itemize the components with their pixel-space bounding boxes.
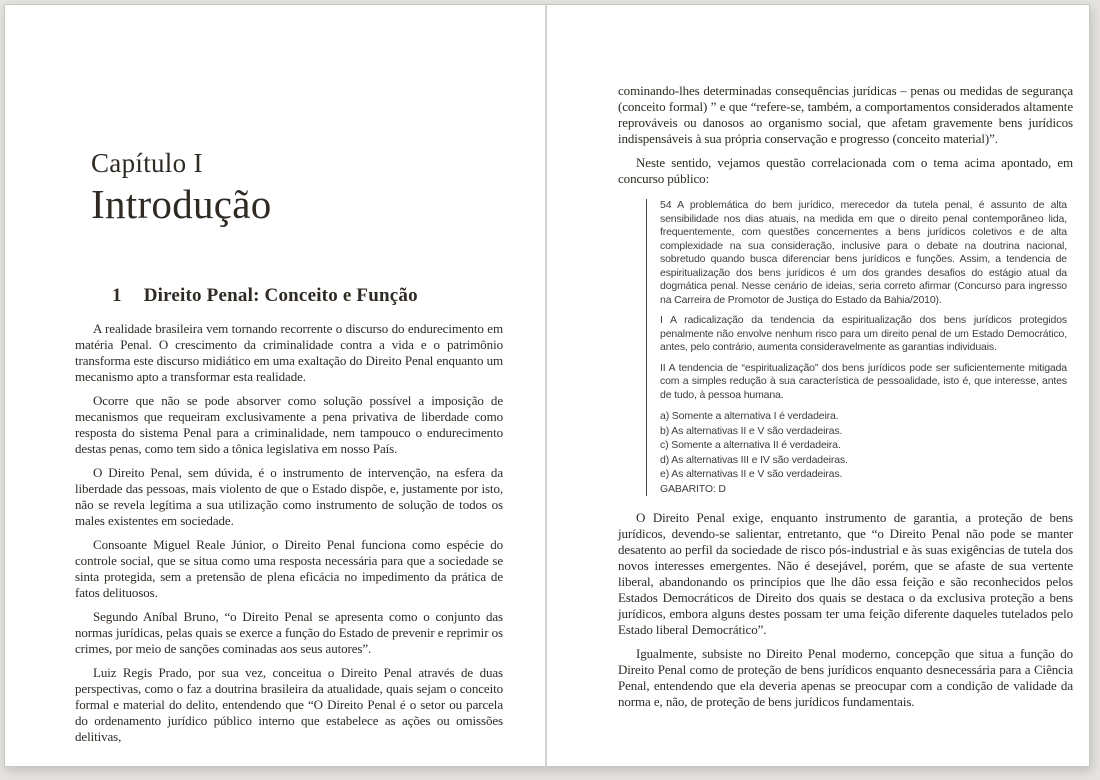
paragraph: Segundo Aníbal Bruno, “o Direito Penal se apresenta como o conjunto das normas jurídicas, pelas quais se exerce a função do Estado de prevenir e reprimir os crimes, por meio de sanções cominadas aos seus autores”. [75,609,503,656]
exam-option-c: c) Somente a alternativa II é verdadeira. [660,439,841,451]
page-left [5,5,545,766]
exam-option-e: e) As alternativas II e V são verdadeiras. [660,468,843,480]
paragraph: Luiz Regis Prado, por sua vez, conceitua o Direito Penal através de duas perspectivas, como o faz a doutrina brasileira da atualidade, quais sejam o conceito formal e material do delito, entendendo que “O Direito Penal é o setor ou parcela do ordenamento jurídico público interno que estabelece as ações ou omissões delitivas, [75,665,503,744]
exam-statement-2: II A tendencia de “espiritualização” dos bens jurídicos pode ser suficientemente mitigada com a simples redução à sua característica de pessoalidade, isto é, que interesse, antes de tudo, à pessoa humana. [660,361,1067,401]
section-title: Direito Penal: Conceito e Função [143,285,418,306]
paragraph: A realidade brasileira vem tornando recorrente o discurso do endurecimento em matéria Penal. O crescimento da criminalidade contra a vida e o patrimônio transforma este discurso midiático em uma exaltação do Direito Penal enquanto um mecanismo apto a transformar esta realidade. [75,321,503,384]
chapter-opener [91,5,503,227]
paragraph: Consoante Miguel Reale Júnior, o Direito Penal funciona como espécie do controle social, que se situa como uma resposta necessária para que a sociedade se sinta protegida, sem a pretensão de plena eficácia no impedimento da prática de fatos delituosos. [75,537,503,600]
exam-question-block [646,199,1067,496]
paragraph: Ocorre que não se pode absorver como solução possível a imposição de mecanismos que requeiram exclusivamente a pena privativa de liberdade como resposta do sistema Penal para a criminalidade, nem tampouco o endurecimento destas penas, como tem sido a tônica legislativa em nosso País. [75,393,503,456]
page-right [547,5,1089,766]
paragraph-continuation: cominando-lhes determinadas consequências jurídicas – penas ou medidas de segurança (conceito formal) ” e que “refere-se, também, a comportamentos considerados altamente reprováveis ou danosos ao organismo social, que afetam gravemente bens jurídicos indispensáveis à sua própria conservação e progresso (conceito material)”. [618,83,1073,146]
exam-answer-key: GABARITO: D [660,482,726,495]
book-spread [4,4,1090,767]
section-number: 1 [112,285,122,306]
chapter-title: Introdução [91,181,272,227]
paragraph: Neste sentido, vejamos questão correlacionada com o tema acima apontado, em concurso público: [618,155,1073,186]
chapter-number: Capítulo I [91,148,203,178]
paragraph: O Direito Penal, sem dúvida, é o instrumento de intervenção, na esfera da liberdade das pessoas, mais violento de que o Estado dispõe, e, justamente por isto, não se revela legítima a sua utilização como instrumento de solução de todos os males existentes em sociedade. [75,465,503,528]
section-heading [112,285,503,307]
exam-statement-1: I A radicalização da tendencia da espiritualização dos bens jurídicos protegidos penalmente não envolve nenhum risco para um direito penal de um Estado Democrático, antes, pelo contrário, aumenta consideravelmente as garantias individuais. [660,314,1067,353]
paragraph: O Direito Penal exige, enquanto instrumento de garantia, a proteção de bens jurídicos, devendo-se salientar, entretanto, que “o Direito Penal não pode se manter desatento ao perfil da sociedade de risco pós-industrial e às suas exigências de tutela dos novos interesses emergentes. Não é desejável, porém, que se afaste de sua vertente liberal, abandonando os princípios que lhe dão essa feição e são reconhecidos pelos Estados Democráticos de Direito dos quais se destaca o da exclusiva proteção a bens jurídicos, embora alguns destes possam ter uma feição diferente daqueles tutelados pelo Estado liberal Democrático”. [618,510,1073,637]
exam-options [660,409,1067,496]
exam-question: 54 A problemática do bem jurídico, merecedor da tutela penal, é assunto de alta sensibilidade nos dias atuais, na medida em que o direito penal contemporâneo lida, frequentemente, com questões concernentes a bens jurídicos coletivos e de alta complexidade na sua consideração, inclusive para o debate na doutrina nacional, sobretudo quando busca diferenciar bens jurídicos e funções. Assim, a tendencia de espiritualização dos bens jurídicos é um dos grandes desafios do estágio atual da dogmática penal. Nesse cenário de ideias, seria correto afirmar (Concurso para ingresso na Carreira de Promotor de Justiça do Estado da Bahia/2010). [660,199,1067,306]
exam-option-b: b) As alternativas II e V são verdadeiras. [660,424,843,437]
exam-option-d: d) As alternativas III e IV são verdadeiras. [660,453,848,466]
exam-option-a: a) Somente a alternativa I é verdadeira. [660,410,839,422]
paragraph: Igualmente, subsiste no Direito Penal moderno, concepção que situa a função do Direito Penal como de proteção de bens jurídicos enquanto desnecessária para a Ciência Penal, entendendo que ela deveria apenas se preocupar com a condição de validade da norma e, não, de proteção de bens jurídicos fundamentais. [618,646,1073,709]
